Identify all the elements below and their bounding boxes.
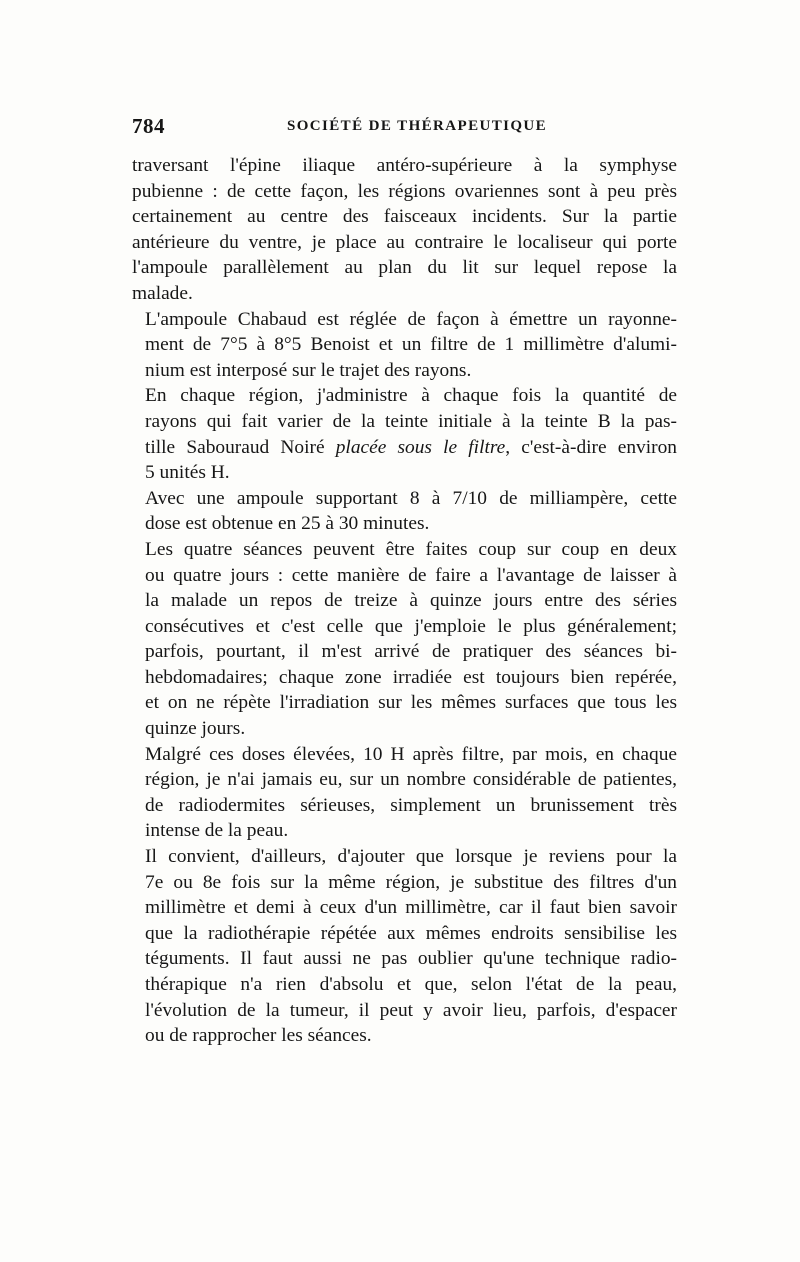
text-line: Avec une ampoule supportant 8 à 7/10 de milliampère, cette bbox=[145, 487, 677, 509]
paragraph-4 bbox=[132, 486, 677, 537]
page-number: 784 bbox=[132, 114, 165, 138]
text-fragment: tille Sabouraud Noiré bbox=[145, 436, 336, 458]
text-line: la malade un repos de treize à quinze jours entre des séries bbox=[145, 590, 677, 612]
text-line: L'ampoule Chabaud est réglée de façon à émettre un rayonne- bbox=[145, 308, 677, 330]
text-line: quinze jours. bbox=[145, 718, 246, 740]
text-line: ou de rapprocher les séances. bbox=[145, 1025, 372, 1047]
text-line: ment de 7°5 à 8°5 Benoist et un filtre de 1 millimètre d'alumi- bbox=[145, 334, 677, 356]
text-line: 7e ou 8e fois sur la même région, je substitue des filtres d'un bbox=[145, 871, 677, 893]
text-line: consécutives et c'est celle que j'emploie le plus généralement; bbox=[145, 615, 677, 637]
text-line: certainement au centre des faisceaux incidents. Sur la partie bbox=[132, 206, 677, 228]
text-line: rayons qui fait varier de la teinte initiale à la teinte B la pas- bbox=[145, 410, 677, 432]
paragraph-5 bbox=[132, 537, 677, 742]
text-line: ou quatre jours : cette manière de faire a l'avantage de laisser à bbox=[145, 564, 677, 586]
text-line: que la radiothérapie répétée aux mêmes endroits sensibilise les bbox=[145, 922, 677, 944]
text-line: thérapique n'a rien d'absolu et que, selon l'état de la peau, bbox=[145, 974, 677, 995]
text-line: Les quatre séances peuvent être faites coup sur coup en deux bbox=[145, 538, 677, 560]
body-text bbox=[132, 153, 677, 1049]
text-line: malade. bbox=[132, 282, 193, 304]
text-line: En chaque région, j'administre à chaque fois la quantité de bbox=[145, 385, 677, 407]
text-line: Il convient, d'ailleurs, d'ajouter que lorsque je reviens pour la bbox=[145, 846, 677, 868]
text-line: téguments. Il faut aussi ne pas oublier qu'une technique radio- bbox=[145, 948, 677, 970]
text-line: 5 unités H. bbox=[145, 462, 230, 484]
text-line: hebdomadaires; chaque zone irradiée est toujours bien repérée, bbox=[145, 666, 677, 688]
paragraph-1 bbox=[132, 153, 677, 307]
italic-phrase: placée sous le filtre bbox=[335, 436, 506, 458]
text-line: Malgré ces doses élevées, 10 H après filtre, par mois, en chaque bbox=[145, 743, 677, 765]
text-fragment: , c'est-à-dire environ bbox=[505, 436, 677, 458]
running-head bbox=[132, 114, 677, 144]
paragraph-7 bbox=[132, 844, 677, 1049]
text-line: intense de la peau. bbox=[145, 820, 289, 842]
text-line: millimètre et demi à ceux d'un millimètre, car il faut bien savoir bbox=[145, 897, 677, 919]
paragraph-3 bbox=[132, 383, 677, 485]
text-line: nium est interposé sur le trajet des rayons. bbox=[145, 359, 472, 381]
paragraph-2 bbox=[132, 307, 677, 384]
text-line bbox=[132, 435, 677, 461]
text-line: traversant l'épine iliaque antéro-supérieure à la symphyse bbox=[132, 155, 677, 176]
text-line: pubienne : de cette façon, les régions ovariennes sont à peu près bbox=[132, 180, 677, 202]
text-line: région, je n'ai jamais eu, sur un nombre considérable de patientes, bbox=[145, 769, 677, 791]
text-line: de radiodermites sérieuses, simplement un brunissement très bbox=[145, 794, 677, 816]
text-line: l'évolution de la tumeur, il peut y avoir lieu, parfois, d'espacer bbox=[145, 999, 677, 1021]
text-line: et on ne répète l'irradiation sur les mêmes surfaces que tous les bbox=[145, 692, 677, 714]
text-line: l'ampoule parallèlement au plan du lit sur lequel repose la bbox=[132, 257, 677, 279]
text-line: dose est obtenue en 25 à 30 minutes. bbox=[145, 513, 430, 535]
running-title: SOCIÉTÉ DE THÉRAPEUTIQUE bbox=[287, 118, 548, 134]
text-line: parfois, pourtant, il m'est arrivé de pratiquer des séances bi- bbox=[145, 641, 677, 663]
paragraph-6 bbox=[132, 742, 677, 844]
text-line: antérieure du ventre, je place au contraire le localiseur qui porte bbox=[132, 231, 677, 253]
